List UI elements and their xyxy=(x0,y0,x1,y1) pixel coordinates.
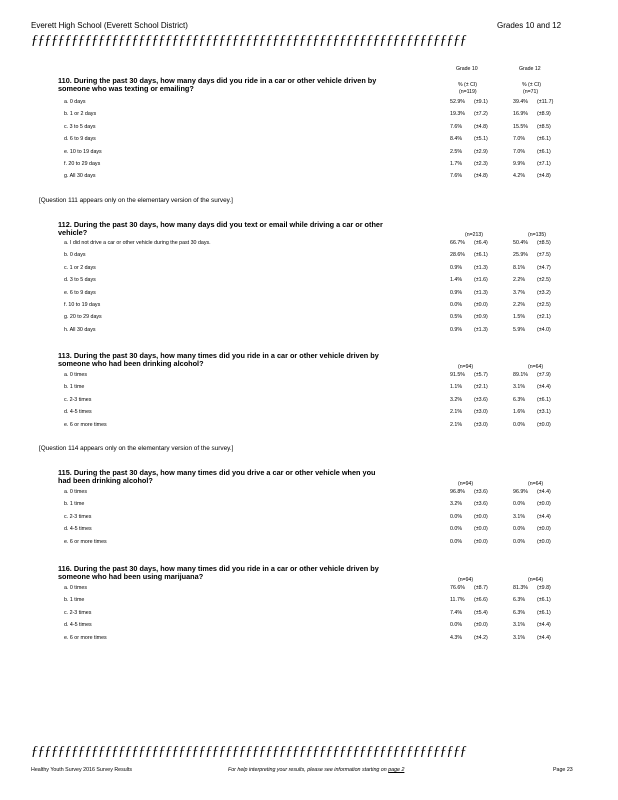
grade10-ci: (±5.4) xyxy=(474,609,488,616)
response-row xyxy=(64,526,564,538)
response-row xyxy=(64,302,564,314)
grade12-ci: (±8.5) xyxy=(537,123,551,130)
question-116-title: 116. During the past 30 days, how many times did you ride in a car or other vehicle driven by someone who had been using marijuana? xyxy=(58,564,379,582)
grade10-percent: 0.0% xyxy=(450,513,463,520)
grade12-ci: (±0.0) xyxy=(537,538,551,545)
grade12-percent: 6.3% xyxy=(513,396,526,403)
response-row xyxy=(64,161,564,173)
grade10-percent: 66.7% xyxy=(450,240,466,246)
grade12-ci: (±4.4) xyxy=(537,622,551,629)
grade12-percent: 39.4% xyxy=(513,99,529,105)
grade10-ci: (±6.4) xyxy=(474,240,488,246)
column-header-grade10: Grade 10 xyxy=(456,66,478,72)
grade10-ci: (±5.1) xyxy=(474,136,488,143)
response-label: c. 1 or 2 days xyxy=(64,264,96,271)
response-row xyxy=(64,489,564,501)
response-label: a. 0 days xyxy=(64,99,86,105)
grade10-ci: (±1.3) xyxy=(474,326,488,333)
grade12-percent: 8.1% xyxy=(513,264,526,271)
grade10-percent: 1.7% xyxy=(450,161,463,167)
response-label: b. 0 days xyxy=(64,252,86,259)
grade10-ci: (±4.2) xyxy=(474,634,488,641)
grade12-percent: 96.9% xyxy=(513,489,529,495)
grade12-ci: (±6.1) xyxy=(537,597,551,604)
grade12-ci: (±7.1) xyxy=(537,161,551,167)
footer-help-text xyxy=(228,767,404,773)
grade12-ci: (±4.4) xyxy=(537,513,551,520)
footer-help-sentence: For help interpreting your results, please see information starting on xyxy=(228,767,387,773)
grade12-percent: 7.0% xyxy=(513,148,526,155)
response-row xyxy=(64,597,564,609)
grade12-percent: 0.0% xyxy=(513,501,526,508)
header-divider: ƒƒƒƒƒƒƒƒƒƒƒƒƒƒƒƒƒƒƒƒƒƒƒƒƒƒƒƒƒƒƒƒƒƒƒƒƒƒƒƒƒƒƒƒƒƒƒƒƒƒƒƒƒƒƒƒƒƒƒƒƒƒƒƒƒ xyxy=(31,33,467,48)
grade12-percent: 3.1% xyxy=(513,634,526,641)
grade12-ci: (±7.5) xyxy=(537,252,551,259)
grade10-percent: 0.9% xyxy=(450,289,463,296)
response-row xyxy=(64,514,564,526)
response-row xyxy=(64,277,564,289)
question-113-n-grade12: (n=64) xyxy=(528,364,544,370)
response-label: a. I did not drive a car or other vehicle during the past 30 days. xyxy=(64,240,211,246)
question-112-title: 112. During the past 30 days, how many days did you text or email while driving a car or other vehicle? xyxy=(58,220,383,238)
grade10-percent: 11.7% xyxy=(450,597,465,604)
grade10-ci: (±3.6) xyxy=(474,396,488,403)
response-label: c. 3 to 5 days xyxy=(64,123,96,130)
response-row xyxy=(64,422,564,434)
question-115-title: 115. During the past 30 days, how many times did you drive a car or other vehicle when you had been drinking alcohol? xyxy=(58,468,376,486)
grade12-ci: (±8.9) xyxy=(537,111,551,118)
grade12-percent: 2.2% xyxy=(513,277,526,284)
response-row xyxy=(64,397,564,409)
question-115-n-grade10: (n=94) xyxy=(458,481,474,487)
grade10-percent: 0.9% xyxy=(450,264,463,271)
grade12-ci: (±0.0) xyxy=(537,501,551,508)
grade12-ci: (±11.7) xyxy=(537,99,554,105)
response-label: e. 6 to 9 days xyxy=(64,289,96,296)
grade10-ci: (±0.0) xyxy=(474,513,488,520)
report-header-school: Everett High School (Everett School District) xyxy=(31,21,188,30)
response-label: d. 4-5 times xyxy=(64,526,92,533)
response-label: b. 1 time xyxy=(64,384,85,391)
grade10-ci: (±3.6) xyxy=(474,489,488,495)
grade12-percent: 0.0% xyxy=(513,538,526,545)
grade12-percent: 6.3% xyxy=(513,597,526,604)
grade10-ci: (±1.3) xyxy=(474,289,488,296)
grade12-percent: 0.0% xyxy=(513,421,526,428)
grade10-ci: (±2.9) xyxy=(474,148,488,155)
grade10-ci: (±4.8) xyxy=(474,173,488,180)
response-row xyxy=(64,610,564,622)
response-label: e. 6 or more times xyxy=(64,538,107,545)
footer-page-link[interactable]: page 2 xyxy=(388,767,405,773)
response-label: a. 0 times xyxy=(64,585,87,591)
grade12-ci: (±2.5) xyxy=(537,277,551,284)
response-row xyxy=(64,99,564,111)
response-label: h. All 30 days xyxy=(64,326,96,333)
grade10-percent: 4.3% xyxy=(450,634,463,641)
response-label: b. 1 or 2 days xyxy=(64,111,97,118)
grade12-percent: 9.9% xyxy=(513,161,526,167)
response-row xyxy=(64,252,564,264)
response-row xyxy=(64,635,564,647)
grade12-percent: 3.1% xyxy=(513,513,526,520)
grade12-ci: (±4.8) xyxy=(537,173,551,180)
question-115-n-grade12: (n=64) xyxy=(528,481,544,487)
response-row xyxy=(64,290,564,302)
grade10-percent: 2.5% xyxy=(450,148,463,155)
response-label: b. 1 time xyxy=(64,501,85,508)
grade10-percent: 0.5% xyxy=(450,314,463,321)
grade12-ci: (±3.1) xyxy=(537,409,551,416)
grade12-percent: 3.7% xyxy=(513,289,526,296)
grade12-percent: 7.0% xyxy=(513,136,526,143)
report-header-grades: Grades 10 and 12 xyxy=(497,21,562,30)
response-row xyxy=(64,124,564,136)
response-label: g. 20 to 29 days xyxy=(64,314,102,321)
column-header-grade12: Grade 12 xyxy=(519,66,541,72)
grade12-percent: 6.3% xyxy=(513,609,526,616)
response-label: b. 1 time xyxy=(64,597,85,604)
response-row xyxy=(64,265,564,277)
footer-page-number: Page 23 xyxy=(553,767,573,773)
grade10-ci: (±6.6) xyxy=(474,597,488,604)
grade10-percent: 0.9% xyxy=(450,326,463,333)
response-label: d. 4-5 times xyxy=(64,622,92,629)
grade12-percent: 2.2% xyxy=(513,302,526,308)
response-label: a. 0 times xyxy=(64,372,87,378)
grade12-percent: 0.0% xyxy=(513,526,526,533)
grade10-percent: 52.9% xyxy=(450,99,466,105)
grade10-percent: 0.0% xyxy=(450,526,463,533)
response-label: e. 6 or more times xyxy=(64,634,107,641)
response-label: e. 6 or more times xyxy=(64,421,107,428)
grade10-ci: (±1.6) xyxy=(474,277,488,284)
grade12-ci: (±6.1) xyxy=(537,148,551,155)
grade12-percent: 5.9% xyxy=(513,326,526,333)
response-row xyxy=(64,111,564,123)
grade10-ci: (±2.3) xyxy=(474,161,488,167)
response-row xyxy=(64,327,564,339)
grade10-percent: 96.8% xyxy=(450,489,466,495)
response-row xyxy=(64,585,564,597)
response-row xyxy=(64,622,564,634)
grade12-percent: 50.4% xyxy=(513,240,529,246)
grade10-percent: 3.2% xyxy=(450,396,463,403)
grade10-percent: 76.6% xyxy=(450,585,466,591)
grade10-percent: 7.6% xyxy=(450,123,463,130)
grade10-ci: (±1.3) xyxy=(474,264,488,271)
response-label: c. 2-3 times xyxy=(64,513,92,520)
grade12-ci: (±2.1) xyxy=(537,314,551,321)
grade12-percent: 1.5% xyxy=(513,314,526,321)
grade10-ci: (±2.1) xyxy=(474,384,488,391)
grade12-percent: 81.3% xyxy=(513,585,529,591)
grade12-percent: 3.1% xyxy=(513,622,526,629)
response-row xyxy=(64,501,564,513)
grade10-ci: (±5.7) xyxy=(474,372,488,378)
grade10-ci: (±4.8) xyxy=(474,123,488,130)
column-pct-ci-grade10: % (± CI) xyxy=(458,82,477,88)
response-row xyxy=(64,149,564,161)
grade12-ci: (±2.5) xyxy=(537,302,551,308)
grade10-ci: (±3.0) xyxy=(474,421,488,428)
response-label: a. 0 times xyxy=(64,489,87,495)
grade10-ci: (±0.0) xyxy=(474,538,488,545)
grade10-percent: 19.3% xyxy=(450,111,466,118)
grade10-ci: (±8.7) xyxy=(474,585,488,591)
response-label: e. 10 to 19 days xyxy=(64,148,102,155)
grade10-percent: 1.1% xyxy=(450,384,463,391)
grade10-ci: (±6.1) xyxy=(474,252,488,259)
response-row xyxy=(64,539,564,551)
grade12-ci: (±6.1) xyxy=(537,396,551,403)
question-110-title: 110. During the past 30 days, how many days did you ride in a car or other vehicle driven by someone who was texting or emailing? xyxy=(58,76,377,94)
grade10-percent: 7.4% xyxy=(450,609,463,616)
grade10-percent: 8.4% xyxy=(450,136,463,143)
question-113-n-grade10: (n=94) xyxy=(458,364,474,370)
response-row xyxy=(64,240,564,252)
response-label: c. 2-3 times xyxy=(64,609,92,616)
response-label: d. 4-5 times xyxy=(64,409,92,416)
grade12-percent: 3.1% xyxy=(513,384,526,391)
footer-survey-title: Healthy Youth Survey 2016 Survey Results xyxy=(31,767,132,773)
response-row xyxy=(64,372,564,384)
column-n-grade12: (n=71) xyxy=(523,89,539,95)
grade10-ci: (±7.2) xyxy=(474,111,488,118)
column-pct-ci-grade12: % (± CI) xyxy=(522,82,541,88)
question-116-n-grade10: (n=94) xyxy=(458,577,474,583)
grade10-percent: 2.1% xyxy=(450,421,463,428)
response-label: d. 3 to 5 days xyxy=(64,277,96,284)
question-113-title: 113. During the past 30 days, how many times did you ride in a car or other vehicle driven by someone who had been drinking alcohol? xyxy=(58,351,379,369)
grade10-percent: 28.6% xyxy=(450,252,466,259)
grade12-percent: 25.9% xyxy=(513,252,529,259)
grade10-ci: (±3.0) xyxy=(474,409,488,416)
grade10-percent: 2.1% xyxy=(450,409,463,416)
response-label: c. 2-3 times xyxy=(64,396,92,403)
grade12-percent: 4.2% xyxy=(513,173,526,180)
grade10-ci: (±0.0) xyxy=(474,622,488,629)
response-row xyxy=(64,384,564,396)
question-112-n-grade10: (n=213) xyxy=(465,232,484,238)
grade12-ci: (±4.4) xyxy=(537,489,551,495)
grade10-percent: 1.4% xyxy=(450,277,463,284)
response-row xyxy=(64,409,564,421)
grade12-ci: (±6.1) xyxy=(537,609,551,616)
grade10-ci: (±0.0) xyxy=(474,302,488,308)
grade12-ci: (±8.5) xyxy=(537,240,551,246)
grade12-ci: (±4.0) xyxy=(537,326,551,333)
grade10-percent: 0.0% xyxy=(450,302,463,308)
grade12-ci: (±4.7) xyxy=(537,264,551,271)
grade10-ci: (±0.0) xyxy=(474,526,488,533)
grade12-ci: (±0.0) xyxy=(537,421,551,428)
response-row xyxy=(64,136,564,148)
grade12-percent: 1.6% xyxy=(513,409,526,416)
column-n-grade10: (n=119) xyxy=(459,89,477,95)
question-111-note: [Question 111 appears only on the elementary version of the survey.] xyxy=(39,197,233,204)
response-label: f. 20 to 29 days xyxy=(64,161,101,167)
grade12-ci: (±4.4) xyxy=(537,384,551,391)
grade10-percent: 0.0% xyxy=(450,538,463,545)
grade12-percent: 16.9% xyxy=(513,111,529,118)
grade10-ci: (±9.1) xyxy=(474,99,488,105)
grade12-ci: (±3.2) xyxy=(537,289,551,296)
response-label: f. 10 to 19 days xyxy=(64,302,101,308)
grade10-percent: 3.2% xyxy=(450,501,463,508)
response-label: g. All 30 days xyxy=(64,173,96,180)
response-row xyxy=(64,314,564,326)
question-116-n-grade12: (n=64) xyxy=(528,577,544,583)
grade10-ci: (±3.6) xyxy=(474,501,488,508)
grade12-percent: 89.1% xyxy=(513,372,529,378)
grade12-ci: (±7.9) xyxy=(537,372,551,378)
response-row xyxy=(64,173,564,185)
grade12-ci: (±6.1) xyxy=(537,136,551,143)
footer-divider: ƒƒƒƒƒƒƒƒƒƒƒƒƒƒƒƒƒƒƒƒƒƒƒƒƒƒƒƒƒƒƒƒƒƒƒƒƒƒƒƒƒƒƒƒƒƒƒƒƒƒƒƒƒƒƒƒƒƒƒƒƒƒƒƒƒ xyxy=(31,744,467,759)
grade10-percent: 91.5% xyxy=(450,372,466,378)
grade12-ci: (±0.0) xyxy=(537,526,551,533)
question-112-n-grade12: (n=135) xyxy=(528,232,547,238)
grade10-percent: 7.6% xyxy=(450,173,463,180)
grade12-ci: (±4.4) xyxy=(537,634,551,641)
response-label: d. 6 to 9 days xyxy=(64,136,96,143)
question-114-note: [Question 114 appears only on the elementary version of the survey.] xyxy=(39,445,234,452)
grade10-ci: (±0.9) xyxy=(474,314,488,321)
grade12-percent: 15.5% xyxy=(513,123,529,130)
grade12-ci: (±9.8) xyxy=(537,585,551,591)
grade10-percent: 0.0% xyxy=(450,622,463,629)
